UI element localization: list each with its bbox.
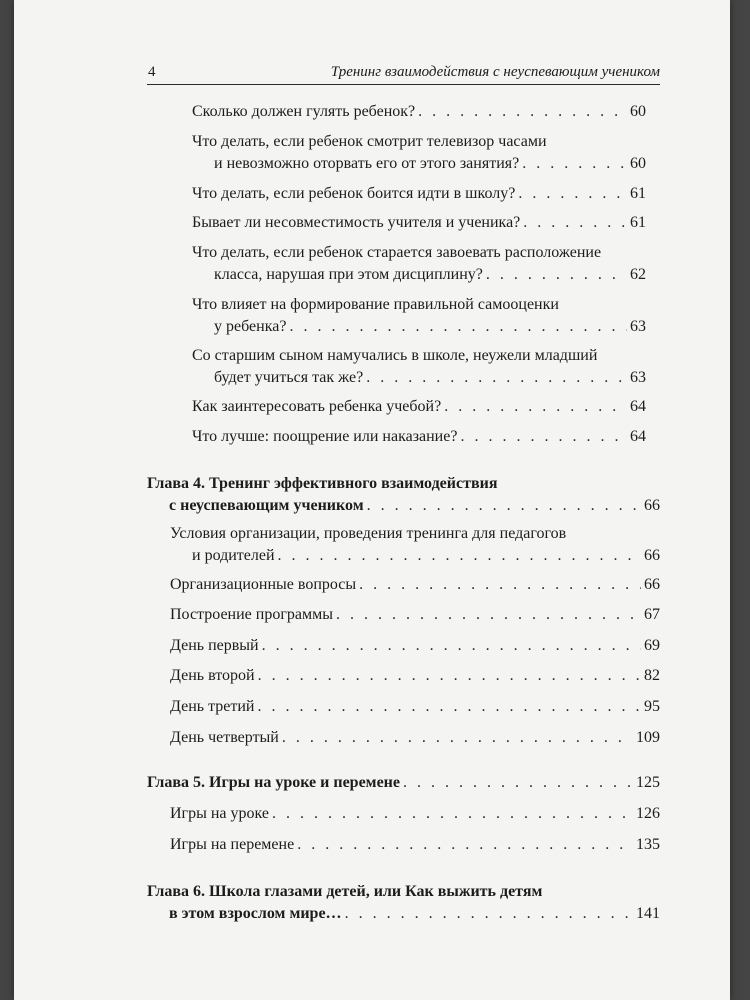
- toc-entry-page: 82: [644, 667, 660, 684]
- toc-entry-title-continued: и родителей: [192, 547, 275, 564]
- toc-entry-title: Сколько должен гулять ребенок?: [192, 103, 416, 120]
- toc-entry-title: Построение программы: [170, 606, 333, 623]
- toc-entry-title: Игры на уроке: [170, 805, 270, 822]
- toc-entry-title-continued: и невозможно оторвать его от этого занятия?: [214, 155, 520, 172]
- toc-entry-page: 126: [636, 805, 660, 822]
- toc-chapter-entry: [147, 473, 660, 517]
- toc-entry-title: Что делать, если ребенок боится идти в школу?: [192, 185, 516, 202]
- toc-entry-page: 61: [630, 185, 646, 202]
- toc-entry-title: Организационные вопросы: [170, 576, 357, 593]
- toc-entry: [170, 727, 660, 749]
- toc-entry-title: Что делать, если ребенок смотрит телевизор часами: [192, 133, 547, 150]
- toc-entry-page: 66: [644, 547, 660, 564]
- toc-chapter-title: Глава 6. Школа глазами детей, или Как выжить детям: [147, 883, 543, 900]
- toc-entry-title: Что делать, если ребенок старается завоевать расположение: [192, 244, 602, 261]
- toc-entry-page: 69: [644, 637, 660, 654]
- toc-entry: [192, 101, 646, 123]
- toc-entry: [192, 242, 646, 286]
- toc-entry-title: День третий: [170, 698, 255, 715]
- toc-entry-title-continued: будет учиться так же?: [214, 369, 364, 386]
- toc-entry-title-continued: класса, нарушая при этом дисциплину?: [214, 266, 483, 283]
- toc-entry: [192, 426, 646, 448]
- toc-entry-title: Условия организации, проведения тренинга для педагогов: [170, 525, 567, 542]
- toc-entry: [170, 696, 660, 718]
- toc-entry-title: Игры на перемене: [170, 836, 295, 853]
- toc-entry-page: 60: [630, 103, 646, 120]
- toc-entry-page: 67: [644, 606, 660, 623]
- toc-entry: [192, 396, 646, 418]
- toc-entry-page: 64: [630, 428, 646, 445]
- book-page: [14, 0, 730, 1000]
- toc-entry-page: 60: [630, 155, 646, 172]
- toc-entry-page: 61: [630, 214, 646, 231]
- toc-entry-title: Бывает ли несовместимость учителя и ученика?: [192, 214, 521, 231]
- toc-entry-page: 64: [630, 398, 646, 415]
- toc-entry: [170, 834, 660, 856]
- toc-entry: [170, 523, 660, 567]
- toc-entry: [192, 131, 646, 175]
- toc-entry: [192, 183, 646, 205]
- toc-entry: [192, 212, 646, 234]
- toc-entry-title: Что лучше: поощрение или наказание?: [192, 428, 458, 445]
- toc-entry-page: 66: [644, 497, 660, 514]
- toc-entry-title: Что влияет на формирование правильной самооценки: [192, 296, 559, 313]
- toc-entry: [170, 803, 660, 825]
- toc-entry: [192, 345, 646, 389]
- toc-entry-page: 109: [636, 729, 660, 746]
- toc-entry: [170, 635, 660, 657]
- toc-entry: [192, 294, 646, 338]
- toc-entry-page: 135: [636, 836, 660, 853]
- toc-chapter-entry: [147, 772, 660, 794]
- toc-chapter-title-continued: в этом взрослом мире…: [169, 905, 342, 922]
- toc-entry: [170, 574, 660, 596]
- toc-entry-title: Как заинтересовать ребенка учебой?: [192, 398, 442, 415]
- toc-entry-page: 62: [630, 266, 646, 283]
- toc-entry-page: 63: [630, 369, 646, 386]
- toc-entry-page: 63: [630, 318, 646, 335]
- running-title: Тренинг взаимодействия с неуспевающим учеником: [330, 64, 660, 80]
- page-number: 4: [148, 64, 156, 80]
- toc-entry-page: 125: [636, 774, 660, 791]
- toc-entry: [170, 604, 660, 626]
- table-of-contents: [14, 0, 730, 1000]
- toc-chapter-title-continued: с неуспевающим учеником: [169, 497, 364, 514]
- toc-entry-title: Со старшим сыном намучались в школе, неужели младший: [192, 347, 598, 364]
- toc-chapter-title: Глава 4. Тренинг эффективного взаимодействия: [147, 475, 498, 492]
- toc-entry-title-continued: у ребенка?: [214, 318, 287, 335]
- toc-entry-page: 66: [644, 576, 660, 593]
- toc-entry-title: День четвертый: [170, 729, 279, 746]
- toc-entry-page: 141: [636, 905, 660, 922]
- toc-entry-title: День второй: [170, 667, 255, 684]
- toc-entry: [170, 665, 660, 687]
- toc-entry-page: 95: [644, 698, 660, 715]
- toc-entry-title: День первый: [170, 637, 259, 654]
- toc-chapter-entry: [147, 881, 660, 925]
- toc-chapter-title: Глава 5. Игры на уроке и перемене: [147, 774, 400, 791]
